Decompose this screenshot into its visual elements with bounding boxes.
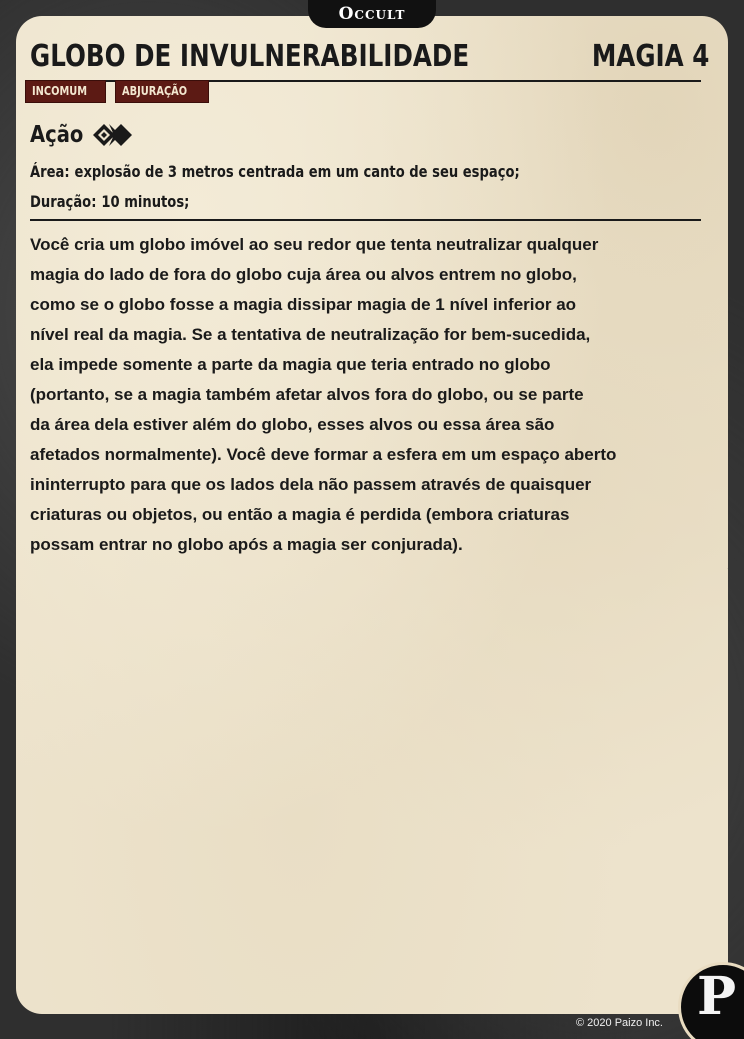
duration-line xyxy=(30,192,189,211)
spell-description xyxy=(30,230,670,560)
spell-name: GLOBO DE INVULNERABILIDADE xyxy=(30,39,470,74)
trait-badge: INCOMUM xyxy=(25,80,106,103)
spell-card xyxy=(16,16,728,1014)
source-tab xyxy=(308,0,436,28)
description-line: da área dela estiver além do globo, esses alvos ou essa área são xyxy=(30,415,555,434)
action-diamond-2 xyxy=(110,124,132,146)
description-line: afetados normalmente). Você deve formar a esfera em um espaço aberto xyxy=(30,445,617,464)
card-header xyxy=(30,30,709,82)
area-label: Área: xyxy=(30,162,70,181)
description-line: (portanto, se a magia também afetar alvos fora do globo, ou se parte xyxy=(30,385,584,404)
area-value: explosão de 3 metros centrada em um canto de seu espaço; xyxy=(74,162,520,181)
description-line: nível real da magia. Se a tentativa de neutralização for bem-sucedida, xyxy=(30,325,591,344)
description-line: como se o globo fosse a magia dissipar magia de 1 nível inferior ao xyxy=(30,295,577,314)
two-actions-icon xyxy=(93,122,137,148)
trait-list xyxy=(25,80,209,103)
source-label: Occult xyxy=(338,4,406,24)
action-row xyxy=(30,122,137,148)
spell-level: MAGIA 4 xyxy=(591,39,709,74)
duration-value: 10 minutos; xyxy=(101,192,190,211)
divider xyxy=(30,219,701,221)
description-line: ela impede somente a parte da magia que teria entrado no globo xyxy=(30,355,551,374)
description-line: ininterrupto para que os lados dela não passem através de quaisquer xyxy=(30,475,592,494)
description-line: possam entrar no globo após a magia ser conjurada). xyxy=(30,535,463,554)
area-line xyxy=(30,162,520,181)
description-line: magia do lado de fora do globo cuja área ou alvos entrem no globo, xyxy=(30,265,577,284)
action-label: Ação xyxy=(30,122,84,148)
duration-label: Duração: xyxy=(30,192,97,211)
decorative-mark xyxy=(726,564,728,594)
trait-badge: ABJURAÇÃO xyxy=(115,80,208,103)
copyright-notice: © 2020 Paizo Inc. xyxy=(576,1017,663,1029)
logo-letter: P xyxy=(697,966,737,1027)
description-line: criaturas ou objetos, ou então a magia é perdida (embora criaturas xyxy=(30,505,570,524)
description-line: Você cria um globo imóvel ao seu redor que tenta neutralizar qualquer xyxy=(30,235,599,254)
